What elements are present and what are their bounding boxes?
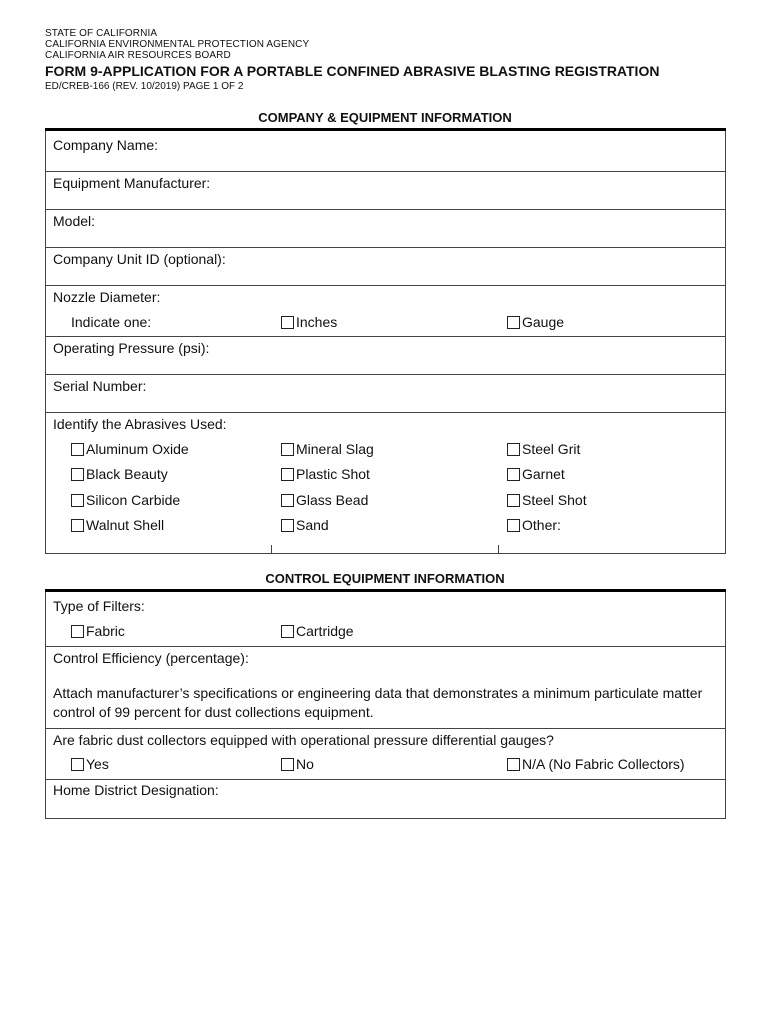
indicate-one-label: Indicate one:: [71, 314, 152, 330]
checkbox-plastic-shot[interactable]: [281, 468, 294, 481]
gauges-question: Are fabric dust collectors equipped with operational pressure differential gauges?: [53, 732, 554, 748]
nozzle-option-inches[interactable]: Inches: [281, 314, 337, 330]
checkbox-na[interactable]: [507, 758, 520, 771]
checkbox-gauge[interactable]: [507, 316, 520, 329]
manufacturer-row[interactable]: [46, 172, 725, 210]
gauges-option-yes[interactable]: Yes: [71, 756, 109, 772]
column-divider-1: [271, 545, 272, 553]
company-name-label: Company Name:: [53, 137, 159, 153]
checkbox-garnet[interactable]: [507, 468, 520, 481]
section-title-control: CONTROL EQUIPMENT INFORMATION: [265, 571, 505, 586]
abrasive-silicon-carbide[interactable]: Silicon Carbide: [71, 492, 180, 508]
filters-row: [46, 592, 725, 647]
checkbox-sand[interactable]: [281, 519, 294, 532]
agency-line-state: STATE OF CALIFORNIA: [45, 28, 158, 39]
form-revision: ED/CREB-166 (REV. 10/2019) PAGE 1 OF 2: [45, 81, 244, 92]
agency-line-calepa: CALIFORNIA ENVIRONMENTAL PROTECTION AGENCY: [45, 39, 310, 50]
filter-option-cartridge[interactable]: Cartridge: [281, 623, 354, 639]
unit-id-label: Company Unit ID (optional):: [53, 251, 226, 267]
attach-specifications-note: Attach manufacturer’s specifications or engineering data that demonstrates a minimum particulate matter control of 99 percent for dust collections equipment.: [53, 685, 703, 720]
checkbox-other[interactable]: [507, 519, 520, 532]
checkbox-black-beauty[interactable]: [71, 468, 84, 481]
control-equipment-table: [45, 592, 726, 819]
agency-line-carb: CALIFORNIA AIR RESOURCES BOARD: [45, 50, 231, 61]
nozzle-diameter-label: Nozzle Diameter:: [53, 289, 161, 305]
checkbox-aluminum-oxide[interactable]: [71, 443, 84, 456]
model-label: Model:: [53, 213, 96, 229]
abrasives-row: [46, 413, 725, 553]
company-name-row[interactable]: [46, 131, 725, 172]
company-equipment-table: [45, 131, 726, 554]
section-title-company: COMPANY & EQUIPMENT INFORMATION: [258, 110, 512, 125]
abrasive-garnet[interactable]: Garnet: [507, 466, 565, 482]
control-efficiency-row[interactable]: [46, 647, 725, 729]
abrasive-mineral-slag[interactable]: Mineral Slag: [281, 441, 374, 457]
form-title: FORM 9-APPLICATION FOR A PORTABLE CONFINED ABRASIVE BLASTING REGISTRATION: [45, 63, 660, 79]
serial-number-row[interactable]: [46, 375, 725, 413]
abrasives-label: Identify the Abrasives Used:: [53, 416, 227, 432]
gauges-row: [46, 729, 725, 780]
filters-label: Type of Filters:: [53, 598, 145, 614]
checkbox-silicon-carbide[interactable]: [71, 494, 84, 507]
abrasive-glass-bead[interactable]: Glass Bead: [281, 492, 368, 508]
abrasive-aluminum-oxide[interactable]: Aluminum Oxide: [71, 441, 189, 457]
abrasive-steel-grit[interactable]: Steel Grit: [507, 441, 580, 457]
checkbox-inches[interactable]: [281, 316, 294, 329]
abrasive-black-beauty[interactable]: Black Beauty: [71, 466, 168, 482]
checkbox-mineral-slag[interactable]: [281, 443, 294, 456]
checkbox-yes[interactable]: [71, 758, 84, 771]
abrasive-walnut-shell[interactable]: Walnut Shell: [71, 517, 164, 533]
checkbox-walnut-shell[interactable]: [71, 519, 84, 532]
form-header: [45, 28, 735, 93]
operating-pressure-row[interactable]: [46, 337, 725, 375]
home-district-label: Home District Designation:: [53, 782, 219, 798]
model-row[interactable]: [46, 210, 725, 248]
checkbox-steel-grit[interactable]: [507, 443, 520, 456]
abrasive-steel-shot[interactable]: Steel Shot: [507, 492, 587, 508]
abrasive-other[interactable]: Other:: [507, 517, 561, 533]
checkbox-fabric[interactable]: [71, 625, 84, 638]
checkbox-glass-bead[interactable]: [281, 494, 294, 507]
abrasive-sand[interactable]: Sand: [281, 517, 329, 533]
gauges-option-na[interactable]: N/A (No Fabric Collectors): [507, 756, 685, 772]
column-divider-2: [498, 545, 499, 553]
unit-id-row[interactable]: [46, 248, 725, 286]
home-district-row[interactable]: [46, 780, 725, 818]
filter-option-fabric[interactable]: Fabric: [71, 623, 125, 639]
abrasive-plastic-shot[interactable]: Plastic Shot: [281, 466, 370, 482]
checkbox-cartridge[interactable]: [281, 625, 294, 638]
checkbox-no[interactable]: [281, 758, 294, 771]
nozzle-option-gauge[interactable]: Gauge: [507, 314, 564, 330]
gauges-option-no[interactable]: No: [281, 756, 314, 772]
control-efficiency-label: Control Efficiency (percentage):: [53, 650, 249, 666]
manufacturer-label: Equipment Manufacturer:: [53, 175, 211, 191]
serial-number-label: Serial Number:: [53, 378, 147, 394]
operating-pressure-label: Operating Pressure (psi):: [53, 340, 210, 356]
nozzle-diameter-row: [46, 286, 725, 337]
checkbox-steel-shot[interactable]: [507, 494, 520, 507]
